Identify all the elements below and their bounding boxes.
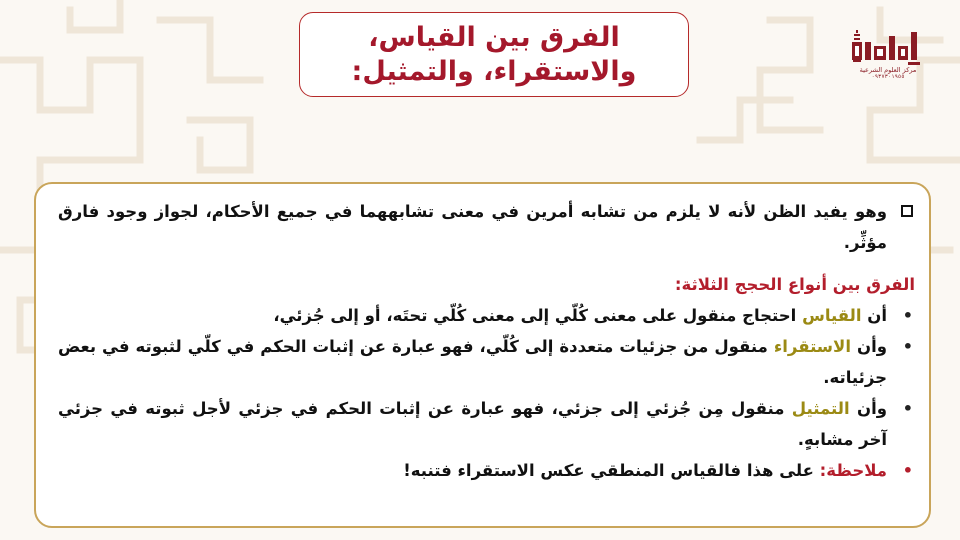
logo-subtitle: مركز العلوم الشرعية xyxy=(859,66,917,74)
title-box xyxy=(299,12,689,97)
item-prefix: وأن xyxy=(849,399,887,418)
list-item-tamthil xyxy=(58,393,915,455)
logo xyxy=(848,26,928,96)
bullet-icon: • xyxy=(902,337,913,356)
logo-mark-icon xyxy=(850,26,926,66)
item-text: احتجاج منقول على معنى كُلّي إلى معنى كُلّي تحتَه، أو إلى جُزئي، xyxy=(273,306,803,325)
list-item-istiqra xyxy=(58,331,915,393)
section-heading: الفرق بين أنواع الحجج الثلاثة: xyxy=(674,275,915,294)
checkbox-icon xyxy=(901,196,913,227)
note-item xyxy=(58,455,915,486)
item-term: القياس xyxy=(802,306,862,325)
note-text: على هذا فالقياس المنطقي عكس الاستقراء فتنبه! xyxy=(403,461,820,480)
item-term: التمثيل xyxy=(791,399,850,418)
item-text: منقول من جزئيات متعددة إلى كُلّي، فهو عبارة عن إثبات الحكم في كلّي لثبوته في بعض جزئياته. xyxy=(58,337,887,387)
item-prefix: وأن xyxy=(850,337,887,356)
title-line-2: والاستقراء، والتمثيل: xyxy=(351,55,637,87)
item-term: الاستقراء xyxy=(773,337,851,356)
intro-text: وهو يفيد الظن لأنه لا يلزم من تشابه أمرين في معنى تشابههما في جميع الأحكام، لجواز وجود فارق مؤثِّر. xyxy=(58,202,887,252)
item-text: منقول مِن جُزئي إلى جزئي، فهو عبارة عن إثبات الحكم في جزئي لأجل ثبوته في جزئي آخر مشابهٍ. xyxy=(58,399,887,449)
content-box xyxy=(34,182,931,528)
logo-phone: ٠٩٣٧٣٠١٩٥٥ xyxy=(871,74,905,80)
title-line-1: الفرق بين القياس، xyxy=(368,21,620,53)
content-text xyxy=(58,196,915,486)
note-label: ملاحظة: xyxy=(819,461,887,480)
bullet-icon: • xyxy=(902,461,913,480)
bullet-icon: • xyxy=(902,306,913,325)
list-item-qiyas xyxy=(58,300,915,331)
item-prefix: أن xyxy=(861,306,887,325)
intro-paragraph xyxy=(58,196,915,258)
bullet-icon: • xyxy=(902,399,913,418)
